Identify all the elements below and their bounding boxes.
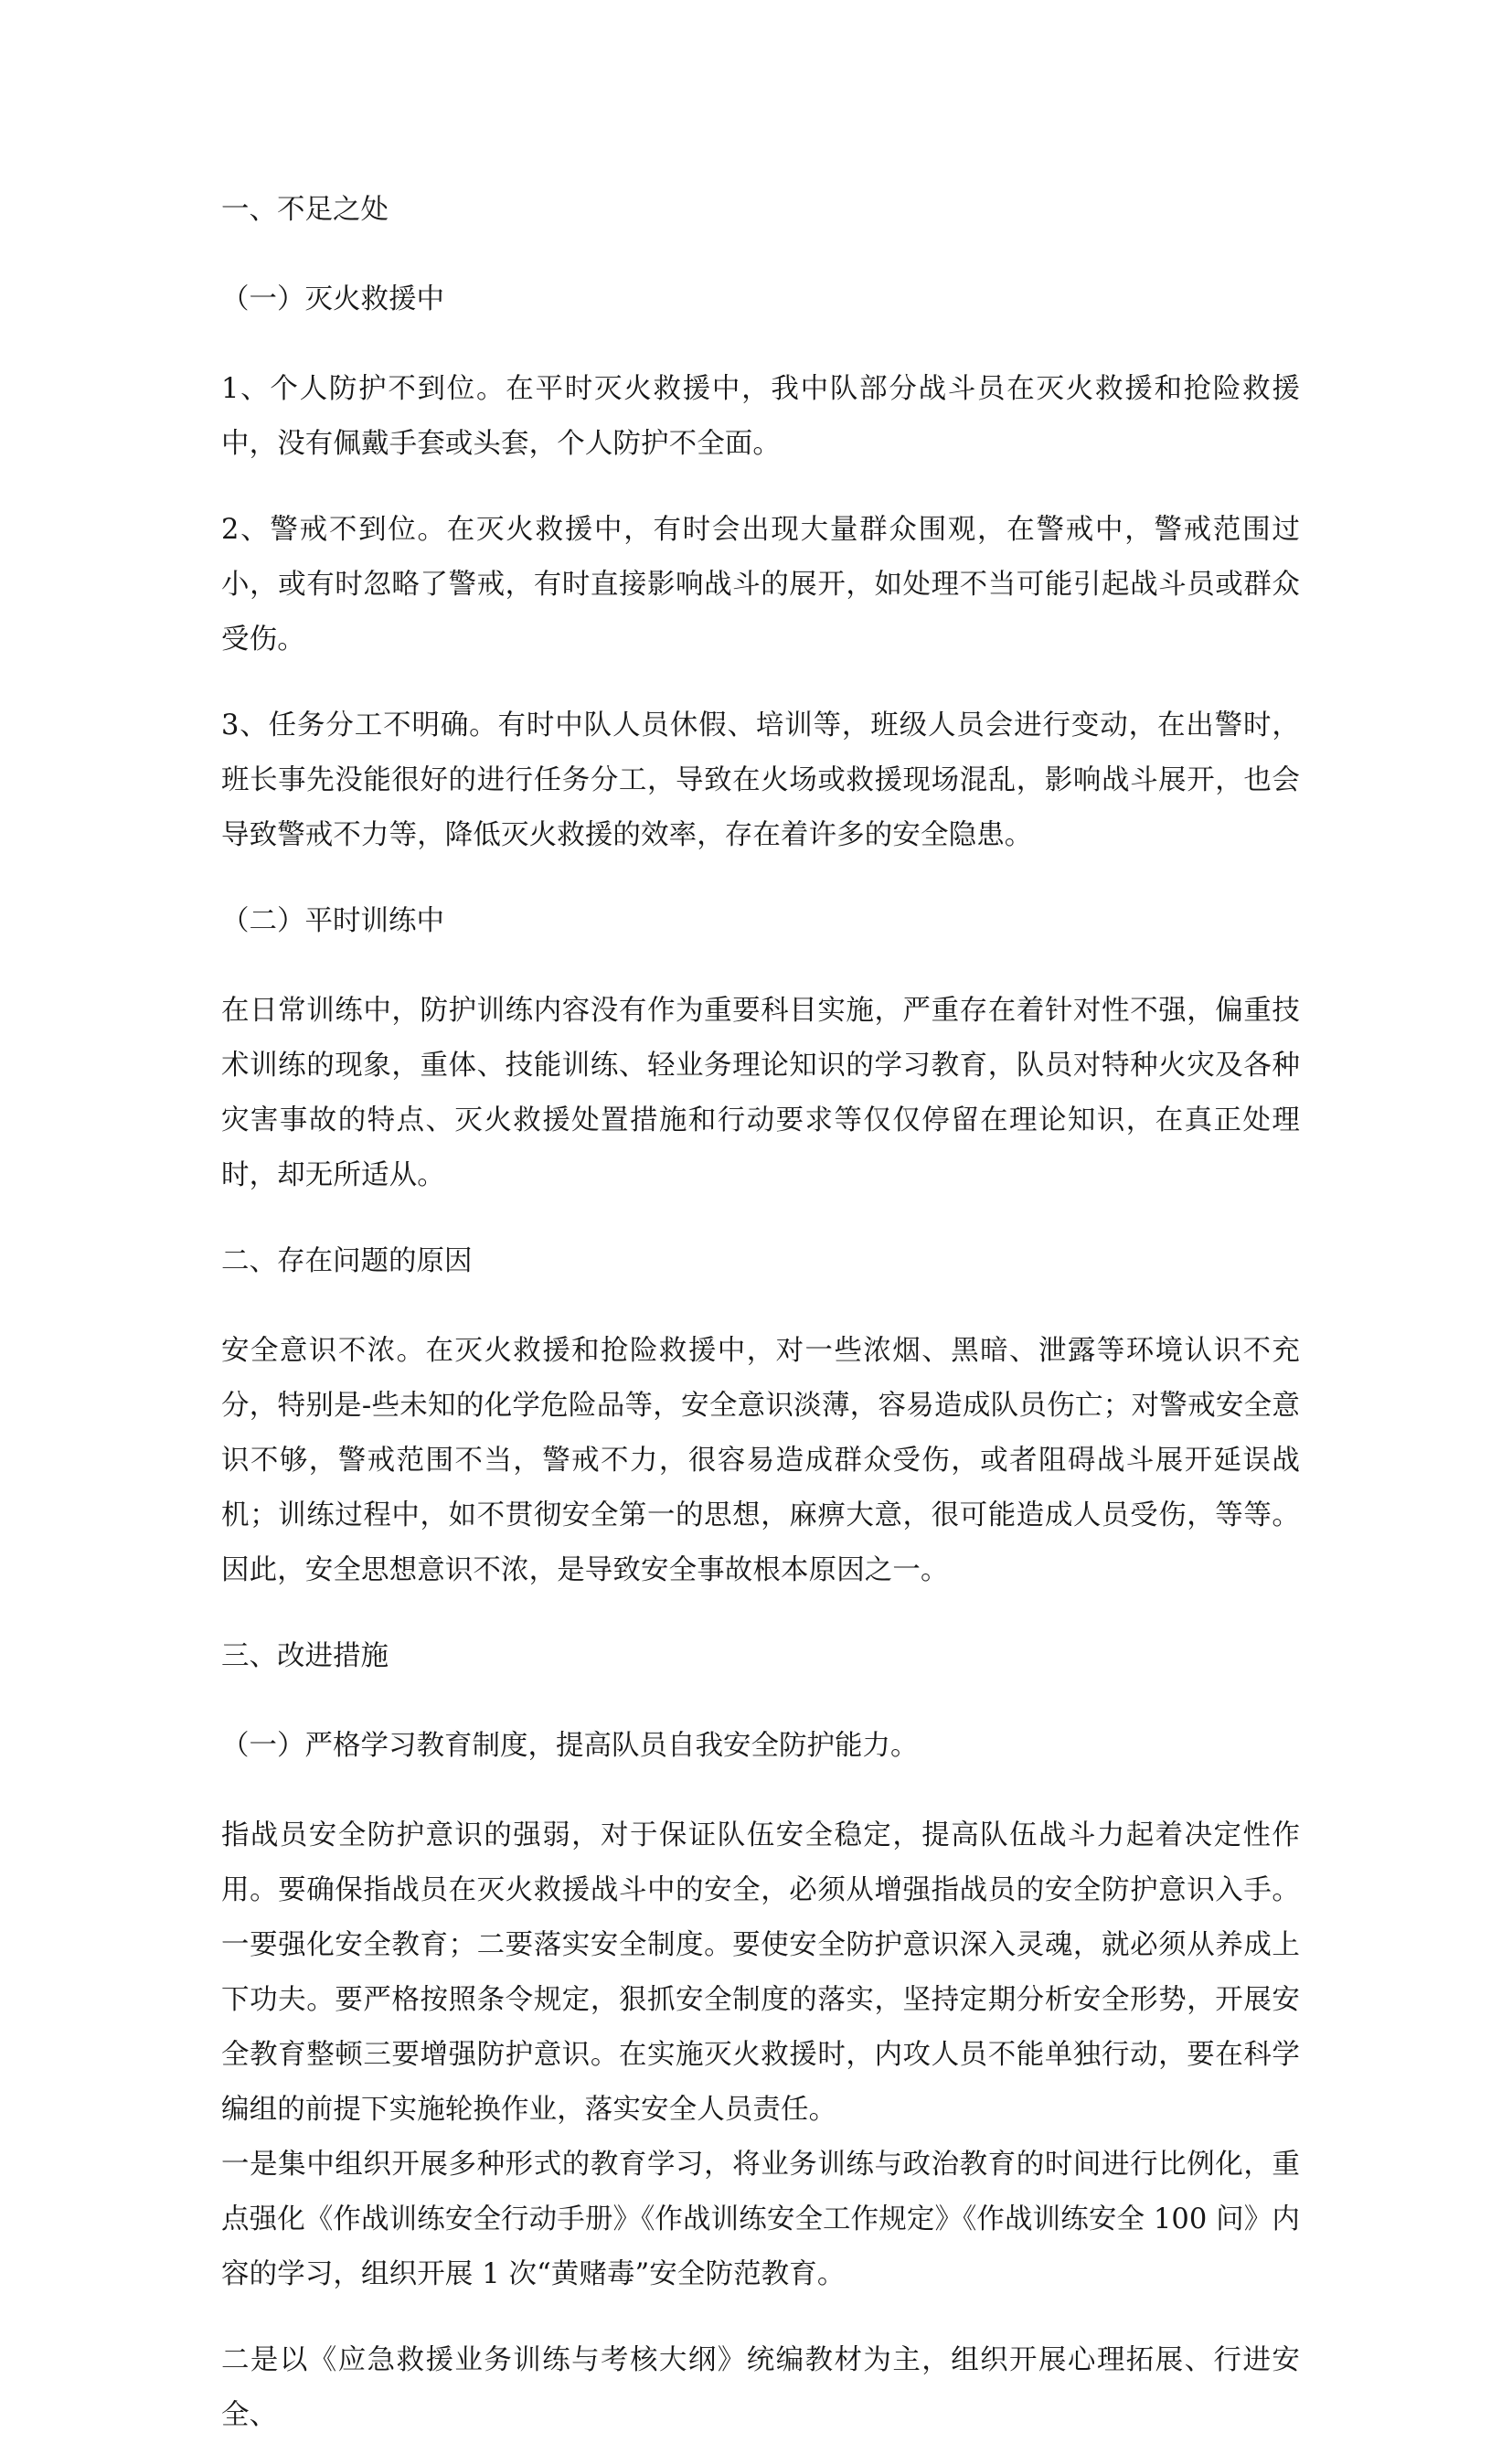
- paragraph-item-1: 1、个人防护不到位。在平时灭火救援中，我中队部分战斗员在灭火救援和抢险救援中，没有佩戴手套或头套，个人防护不全面。: [221, 373, 1300, 460]
- paragraph-measure-1-first: 一是集中组织开展多种形式的教育学习，将业务训练与政治教育的时间进行比例化，重点强化《作战训练安全行动手册》《作战训练安全工作规定》《作战训练安全 100 问》内容的学习，组织开展 1 次“黄赌毒”安全防范教育。: [221, 2149, 1300, 2290]
- paragraph-causes: 安全意识不浓。在灭火救援和抢险救援中，对一些浓烟、黑暗、泄露等环境认识不充分，特别是-些未知的化学危险品等，安全意识淡薄，容易造成队员伤亡；对警戒安全意识不够，警戒范围不当，警戒不力，很容易造成群众受伤，或者阻碍战斗展开延误战机；训练过程中，如不贯彻安全第一的思想，麻痹大意，很可能造成人员受伤，等等。因此，安全思想意识不浓，是导致安全事故根本原因之一。: [221, 1335, 1300, 1586]
- paragraph-item-2: 2、警戒不到位。在灭火救援中，有时会出现大量群众围观，在警戒中，警戒范围过小，或有时忽略了警戒，有时直接影响战斗的展开，如处理不当可能引起战斗员或群众受伤。: [221, 514, 1300, 656]
- paragraph-measure-1-body: 指战员安全防护意识的强弱，对于保证队伍安全稳定，提高队伍战斗力起着决定性作用。要确保指战员在灭火救援战斗中的安全，必须从增强指战员的安全防护意识入手。一要强化安全教育；二要落实安全制度。要使安全防护意识深入灵魂，就必须从养成上下功夫。要严格按照条令规定，狠抓安全制度的落实，坚持定期分析安全形势，开展安全教育整顿三要增强防护意识。在实施灭火救援时，内攻人员不能单独行动，要在科学编组的前提下实施轮换作业，落实安全人员责任。: [221, 1819, 1300, 2126]
- paragraph-daily-training: 在日常训练中，防护训练内容没有作为重要科目实施，严重存在着针对性不强，偏重技术训练的现象，重体、技能训练、轻业务理论知识的学习教育，队员对特种火灾及各种灾害事故的特点、灭火救援处置措施和行动要求等仅仅停留在理论知识，在真正处理时，却无所适从。: [221, 995, 1300, 1191]
- heading-firefighting-rescue: （一）灭火救援中: [221, 283, 444, 315]
- heading-measures: 三、改进措施: [221, 1640, 389, 1672]
- heading-measure-1: （一）严格学习教育制度，提高队员自我安全防护能力。: [221, 1730, 919, 1762]
- heading-causes: 二、存在问题的原因: [221, 1245, 473, 1277]
- heading-shortcomings: 一、不足之处: [221, 194, 389, 226]
- paragraph-item-3: 3、任务分工不明确。有时中队人员休假、培训等，班级人员会进行变动，在出警时，班长事先没能很好的进行任务分工，导致在火场或救援现场混乱，影响战斗展开，也会导致警戒不力等，降低灭火救援的效率，存在着许多的安全隐患。: [221, 709, 1300, 851]
- heading-daily-training: （二）平时训练中: [221, 905, 444, 937]
- document-body: [221, 183, 1300, 2443]
- paragraph-measure-1-second: 二是以《应急救援业务训练与考核大纲》统编教材为主，组织开展心理拓展、行进安全、: [221, 2344, 1300, 2431]
